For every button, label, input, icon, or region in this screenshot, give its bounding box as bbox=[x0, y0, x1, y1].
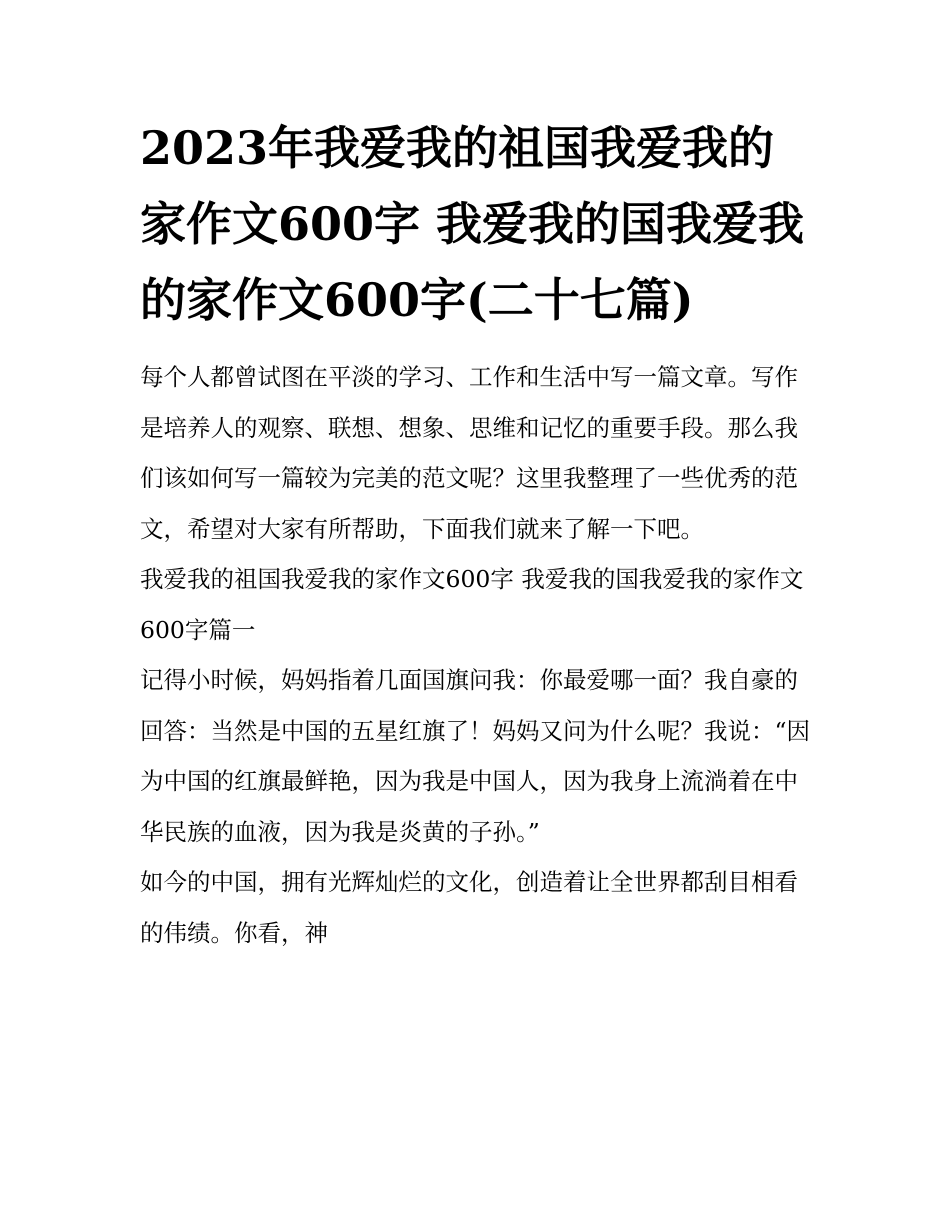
intro-paragraph: 每个人都曾试图在平淡的学习、工作和生活中写一篇文章。写作是培养人的观察、联想、想象、思维和记忆的重要手段。那么我们该如何写一篇较为完美的范文呢？这里我整理了一些优秀的范文，希望对大家有所帮助，下面我们就来了解一下吧。 bbox=[140, 363, 798, 543]
body-paragraph: 如今的中国，拥有光辉灿烂的文化，创造着让全世界都刮目相看的伟绩。你看，神 bbox=[140, 868, 798, 947]
document-body bbox=[140, 352, 820, 958]
body-paragraph: 记得小时候，妈妈指着几面国旗问我：你最爱哪一面？我自豪的回答：当然是中国的五星红旗了！妈妈又问为什么呢？我说：“因为中国的红旗最鲜艳，因为我是中国人，因为我身上流淌着在中华民族的血液，因为我是炎黄的子孙。” bbox=[140, 666, 811, 846]
document-content bbox=[140, 110, 820, 958]
document-title: 2023年我爱我的祖国我爱我的家作文600字 我爱我的国我爱我的家作文600字(二十七篇) bbox=[140, 121, 805, 327]
section-heading: 我爱我的祖国我爱我的家作文600字 我爱我的国我爱我的家作文600字篇一 bbox=[140, 565, 804, 644]
